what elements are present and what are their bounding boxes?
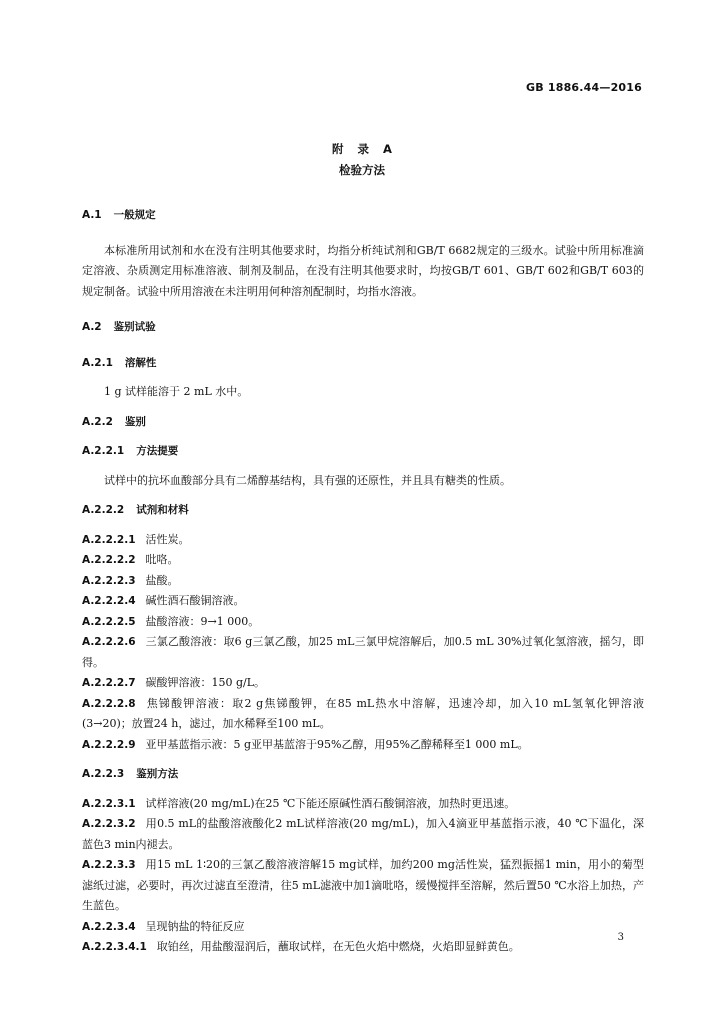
- list-item: A.2.2.3.1 试样溶液(20 mg/mL)在25 ℃下能还原碱性酒石酸铜溶液，加热时更迅速。: [82, 796, 516, 810]
- paragraph-a221: 试样中的抗坏血酸部分具有二烯醇基结构，具有强的还原性，并且具有糖类的性质。: [104, 473, 511, 487]
- list-item: A.2.2.2.2 吡咯。: [82, 553, 179, 566]
- list-item: A.2.2.3.3 用15 mL 1∶20的三氯乙酸溶液溶解15 mg试样，加约200 mg活性炭，猛烈振摇1 min，用小的菊型滤纸过滤，必要时，再次过滤直至澄清，往5 mL滤液中加1滴吡咯，缓慢搅拌至溶解，然后置50 ℃水浴上加热，产生蓝色。: [82, 858, 644, 912]
- list-item: A.2.2.2.5 盐酸溶液：9→1 000。: [82, 614, 260, 628]
- appendix-title: 附 录 A: [332, 142, 392, 156]
- section-heading-a222: A.2.2.2 试剂和材料: [82, 504, 189, 516]
- list-item: A.2.2.2.7 碳酸钾溶液：150 g/L。: [82, 676, 266, 689]
- list-item: A.2.2.3.4.1 取铂丝，用盐酸湿润后，蘸取试样，在无色火焰中燃烧，火焰即显鲜黄色。: [82, 940, 520, 953]
- section-heading-a221: A.2.2.1 方法提要: [82, 445, 179, 457]
- section-heading-a223: A.2.2.3 鉴别方法: [82, 768, 179, 780]
- list-item: A.2.2.2.3 盐酸。: [82, 573, 179, 587]
- list-item: A.2.2.3.4 呈现钠盐的特征反应: [82, 919, 245, 933]
- section-heading-a1: A.1 一般规定: [82, 209, 156, 221]
- list-item: A.2.2.2.6 三氯乙酸溶液：取6 g三氯乙酸，加25 mL三氯甲烷溶解后，加0.5 mL 30%过氧化氢溶液，摇匀，即得。: [82, 635, 644, 669]
- list-item: A.2.2.2.8 焦锑酸钾溶液：取2 g焦锑酸钾，在85 mL热水中溶解，迅速冷却，加入10 mL氢氧化钾溶液(3→20)；放置24 h，滤过，加水稀释至100 mL。: [82, 696, 644, 730]
- document-body: [82, 205, 644, 958]
- section-heading-a2: A.2 鉴别试验: [82, 321, 156, 333]
- section-heading-a22: A.2.2 鉴别: [82, 415, 146, 428]
- list-item: A.2.2.2.4 碱性酒石酸铜溶液。: [82, 594, 245, 607]
- standard-number: GB 1886.44—2016: [526, 81, 642, 94]
- paragraph-a1: 本标准所用试剂和水在没有注明其他要求时，均指分析纯试剂和GB/T 6682规定的三级水。试验中所用标准滴定溶液、杂质测定用标准溶液、制剂及制品，在没有注明其他要求时，均按GB/T 601、GB/T 602和GB/T 603的规定制备。试验中所用溶液在未注明用何种溶剂配制时，均指水溶液。: [82, 243, 644, 298]
- section-heading-a21: A.2.1 溶解性: [82, 356, 157, 369]
- page-number: 3: [617, 932, 624, 943]
- list-item: A.2.2.3.2 用0.5 mL的盐酸溶液酸化2 mL试样溶液(20 mg/mL)，加入4滴亚甲基蓝指示液，40 ℃下温化，深蓝色3 min内褪去。: [82, 817, 644, 851]
- list-item: A.2.2.2.9 亚甲基蓝指示液：5 g亚甲基蓝溶于95%乙醇，用95%乙醇稀释至1 000 mL。: [82, 737, 529, 751]
- list-item: A.2.2.2.1 活性炭。: [82, 532, 190, 546]
- paragraph-a21: 1 g 试样能溶于 2 mL 水中。: [104, 385, 249, 398]
- appendix-subtitle: 检验方法: [339, 163, 385, 177]
